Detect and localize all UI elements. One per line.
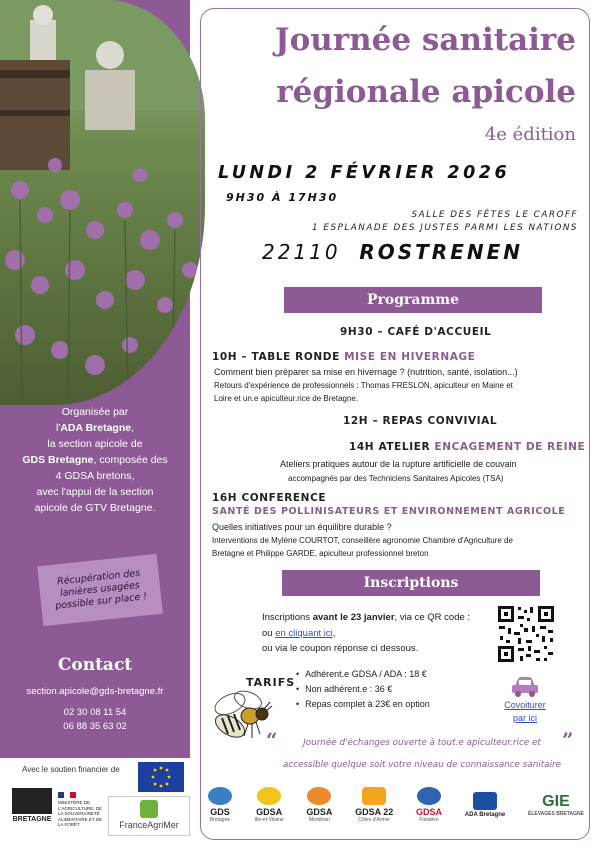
programme-item-repas: 12H – REPAS CONVIVIAL xyxy=(343,415,498,427)
tarifs-list xyxy=(296,667,430,712)
partner-sub: Bretagne xyxy=(209,817,231,823)
closing-quote xyxy=(262,732,582,776)
programme-item-table-ronde xyxy=(212,351,475,363)
contact-email[interactable]: section.apicole@gds-bretagne.fr xyxy=(26,686,164,697)
org-line: la section apicole de xyxy=(47,438,143,450)
page-title-line1: Journée sanitaire xyxy=(274,22,576,58)
partner-name: GDSA xyxy=(306,807,333,817)
organizer-text xyxy=(10,404,180,516)
page-title-line2: régionale apicole xyxy=(276,74,576,110)
quote-line: accessible quelque soit votre niveau de connaissance sanitaire xyxy=(282,760,562,770)
org-text: , composée des xyxy=(93,454,168,466)
item-time: 14H ATELIER xyxy=(349,441,435,453)
edition-label: 4e édition xyxy=(484,124,576,145)
inscriptions-deadline xyxy=(262,610,470,626)
inscriptions-heading: Inscriptions xyxy=(282,570,540,596)
partner-mark xyxy=(307,787,331,805)
tarif-item: • Adhérent.e GDSA / ADA : 18 € xyxy=(296,667,430,682)
partner-name: GDSA 22 xyxy=(355,807,394,817)
org-line: apicole de GTV Bretagne. xyxy=(34,502,156,514)
support-text: Avec le soutien financier de xyxy=(22,765,120,774)
org-line: avec l'appui de la section xyxy=(36,486,154,498)
qr-code[interactable] xyxy=(496,604,556,664)
partner-sub: Finistère xyxy=(419,817,439,823)
conference-title: SANTÉ DES POLLINISATEURS ET ENVIRONNEMENT AGRICOLE xyxy=(212,506,566,517)
insc-text: , xyxy=(332,627,336,639)
postcode: 22110 xyxy=(262,240,341,264)
insc-text: ou xyxy=(262,627,276,639)
recuperation-note: Récupération des lanières usagées possible sur place ! xyxy=(37,554,163,626)
contact-details xyxy=(0,685,190,735)
partner-sub: Morbihan xyxy=(308,817,330,823)
partner-name: GDSA xyxy=(416,807,443,817)
partner-mark xyxy=(208,787,232,805)
item-time: 10H – TABLE RONDE xyxy=(212,351,345,363)
tarif-item: • Non adhérent.e : 36 € xyxy=(296,682,430,697)
region-mark xyxy=(12,788,52,814)
ministere-logo xyxy=(58,790,108,832)
org-line xyxy=(10,452,180,468)
venue-name: SALLE DES FÊTES LE CAROFF xyxy=(411,210,578,220)
atelier-description: Ateliers pratiques autour de la rupture artificielle de couvain xyxy=(280,459,517,469)
ministere-text: MINISTÈRE DE L'AGRICULTURE, DE LA SOUVERAINETÉ ALIMENTAIRE ET DE LA FORÊT xyxy=(58,800,103,827)
partner-mark xyxy=(362,787,386,805)
speaker-line: Interventions de Mylène COURTOT, conseillère agronomie Chambre d'Agriculture de xyxy=(212,536,513,545)
quote-line: Journée d'échanges ouverte à tout.e apiculteur.rice et xyxy=(303,738,541,748)
region-label: BRETAGNE xyxy=(12,816,52,823)
partner-sub: Côtes d'Armor xyxy=(358,817,391,823)
tricolor-bar xyxy=(58,792,76,798)
conference-question: Quelles initiatives pour un équilibre durable ? xyxy=(212,522,392,532)
speaker-line: Loire et un.e apiculteur.rice de Bretagne. xyxy=(214,393,359,403)
event-city xyxy=(262,240,523,264)
partner-logo xyxy=(528,793,584,817)
org-line: Organisée par xyxy=(61,406,129,418)
atelier-supervisors: accompagnés par des Techniciens Sanitaires Apicoles (TSA) xyxy=(288,474,504,483)
eu-flag-logo xyxy=(138,762,184,792)
quote-open-icon: “ xyxy=(266,728,278,752)
event-date: LUNDI 2 FÉVRIER 2026 xyxy=(218,163,511,183)
partner-mark xyxy=(473,792,497,810)
inscriptions-text xyxy=(262,610,470,657)
tarifs-title: TARIFS xyxy=(246,676,296,689)
partner-name: GIE xyxy=(542,793,570,810)
register-link[interactable]: en cliquant ici xyxy=(275,627,333,639)
insc-text: , via ce QR code : xyxy=(394,612,471,623)
insc-text: Inscriptions xyxy=(262,612,313,623)
franceagrimer-logo xyxy=(108,796,190,836)
partner-logos xyxy=(204,780,588,830)
partner-mark xyxy=(257,787,281,805)
partner-mark xyxy=(417,787,441,805)
covoiturage-link[interactable] xyxy=(494,699,556,725)
partner-sub: Ille-et-Vilaine xyxy=(254,817,284,823)
org-line: 4 GDSA bretons, xyxy=(55,470,135,482)
car-icon[interactable] xyxy=(510,674,540,698)
event-hours: 9H30 À 17H30 xyxy=(226,191,339,204)
programme-item-accueil: 9H30 – CAFÉ D'ACCUEIL xyxy=(340,326,492,338)
tarif-item: • Repas complet à 23€ en option xyxy=(296,697,430,712)
partner-logo xyxy=(355,787,393,823)
item-topic: ENCAGEMENT DE REINE xyxy=(434,441,586,453)
covoit-line: Covoiturer xyxy=(504,700,546,710)
venue-address: 1 ESPLANADE DES JUSTES PARMI LES NATIONS xyxy=(312,223,578,233)
programme-item-atelier xyxy=(349,441,585,453)
city-name: ROSTRENEN xyxy=(359,240,523,264)
partner-logo xyxy=(208,787,232,823)
table-ronde-speakers xyxy=(214,380,513,405)
org-text: , xyxy=(131,422,135,434)
org-text: l' xyxy=(55,422,61,434)
programme-heading: Programme xyxy=(284,287,542,313)
partner-sub: ÉLEVAGES BRETAGNE xyxy=(527,811,584,817)
item-topic: MISE EN HIVERNAGE xyxy=(344,351,476,363)
partner-name: GDSA xyxy=(256,807,283,817)
region-bretagne-logo xyxy=(10,788,54,836)
contact-title: Contact xyxy=(57,655,133,675)
franceagrimer-label: FranceAgriMer xyxy=(119,820,179,830)
org-ada: ADA Bretagne xyxy=(60,422,132,434)
partner-logo xyxy=(465,792,505,818)
insc-deadline: avant le 23 janvier xyxy=(312,612,395,623)
contact-phone[interactable]: 06 88 35 63 02 xyxy=(63,721,127,732)
partner-logo xyxy=(255,787,284,823)
covoit-line: par ici xyxy=(512,713,537,723)
inscriptions-coupon: ou via le coupon réponse ci dessous. xyxy=(262,643,419,654)
contact-phone[interactable]: 02 30 08 11 54 xyxy=(63,706,127,718)
partner-name: ADA Bretagne xyxy=(464,812,506,818)
org-line xyxy=(10,420,180,436)
speaker-line: Retours d'expérience de professionnels : Thomas FRESLON, apiculteur en Maine et xyxy=(214,381,513,390)
partner-logo xyxy=(306,787,332,823)
table-ronde-question: Comment bien préparer sa mise en hivernage ? (nutrition, santé, isolation...) xyxy=(214,367,518,377)
programme-item-conference: 16H CONFERENCE xyxy=(212,492,327,504)
franceagrimer-icon xyxy=(140,800,158,818)
partner-logo xyxy=(416,787,442,823)
partner-name: GDS xyxy=(210,807,230,817)
conference-speakers xyxy=(212,535,513,560)
speaker-line: Bretagne et Philippe GARDE, apiculteur professionnel breton xyxy=(212,548,429,558)
org-gds: GDS Bretagne xyxy=(22,454,94,466)
inscriptions-link-line xyxy=(262,626,470,642)
quote-close-icon: ” xyxy=(562,728,574,752)
